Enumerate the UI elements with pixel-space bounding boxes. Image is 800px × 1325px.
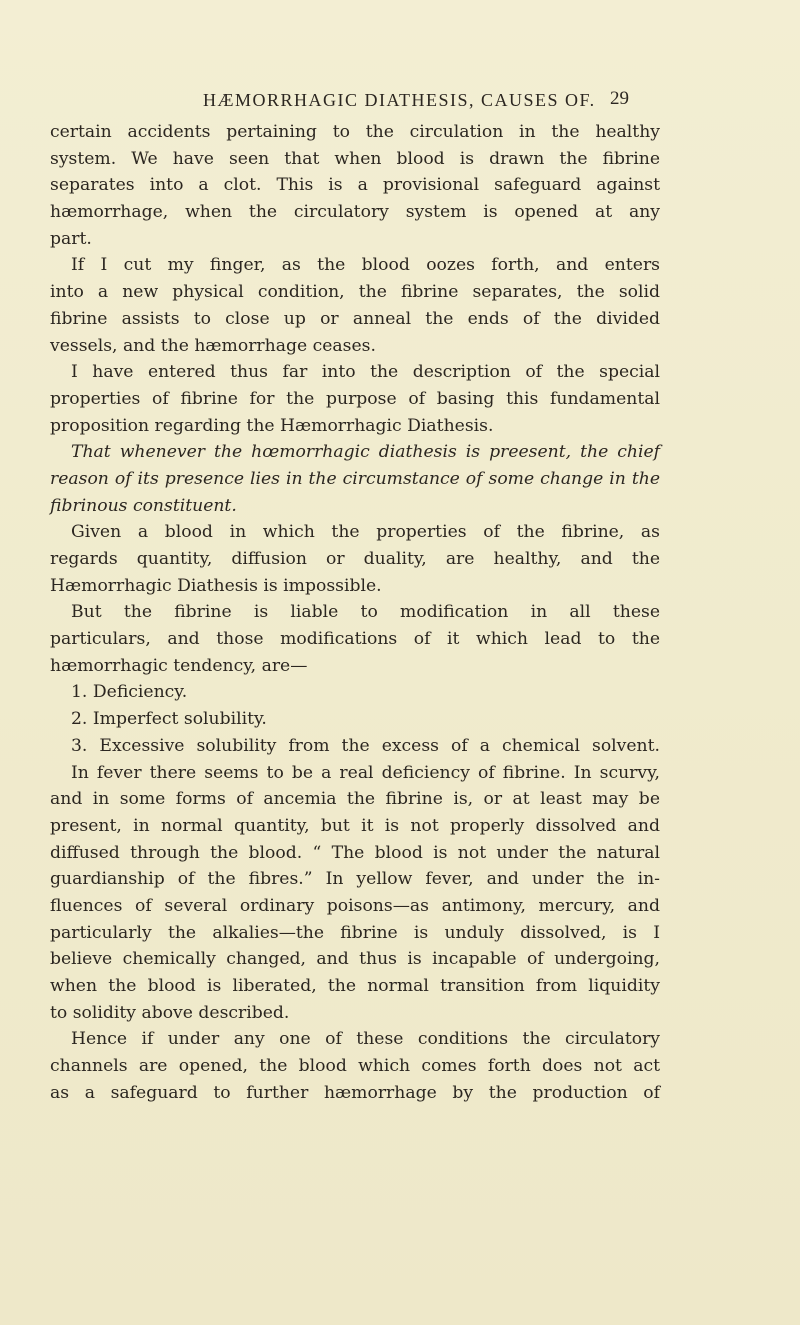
text-line: particularly the alkalies—the fibrine is unduly dissolved, is I [50, 922, 660, 943]
text-line: That whenever the hœmorrhagic diathesis is preesent, the chief [71, 442, 660, 463]
text-line: hæmorrhagic tendency, are— [50, 655, 308, 676]
text-line: reason of its presence lies in the circumstance of some change in the [50, 468, 660, 489]
text-line: diffused through the blood. “ The blood is not under the natural [50, 842, 660, 863]
text-line: system. We have seen that when blood is drawn the fibrine [50, 148, 660, 169]
text-line: proposition regarding the Hæmorrhagic Diathesis. [50, 415, 494, 436]
text-line: present, in normal quantity, but it is not properly dissolved and [50, 815, 660, 836]
text-line: believe chemically changed, and thus is incapable of undergoing, [50, 949, 660, 970]
text-line: In fever there seems to be a real deficiency of fibrine. In scurvy, [71, 762, 660, 783]
list-item: 1. Deficiency. [71, 682, 188, 703]
text-line: vessels, and the hæmorrhage ceases. [50, 335, 376, 356]
text-line: into a new physical condition, the fibrine separates, the solid [50, 282, 660, 303]
text-line: Given a blood in which the properties of the fibrine, as [71, 522, 660, 543]
text-line: fluences of several ordinary poisons—as antimony, mercury, and [50, 895, 660, 916]
text-line: regards quantity, diffusion or duality, are healthy, and the [50, 549, 660, 569]
text-line: to solidity above described. [50, 1002, 290, 1023]
text-line: properties of fibrine for the purpose of basing this fundamental [50, 388, 660, 409]
text-line: Hence if under any one of these conditions the circulatory [71, 1029, 660, 1050]
text-line: guardianship of the fibres.” In yellow fever, and under the in- [50, 869, 660, 890]
list-item: 2. Imperfect solubility. [71, 709, 267, 730]
text-line: fibrine assists to close up or anneal the ends of the divided [50, 308, 660, 329]
text-line: If I cut my finger, as the blood oozes forth, and enters [71, 255, 660, 276]
text-line: But the fibrine is liable to modification in all these [71, 602, 660, 623]
text-line: hæmorrhage, when the circulatory system is opened at any [50, 202, 660, 223]
text-line: fibrinous constituent. [50, 495, 237, 516]
running-head [0, 88, 800, 116]
text-line: when the blood is liberated, the normal transition from liquidity [50, 976, 660, 996]
page-number: 29 [610, 88, 629, 109]
text-line: channels are opened, the blood which comes forth does not act [50, 1056, 660, 1077]
text-line: and in some forms of ancemia the fibrine is, or at least may be [50, 789, 660, 810]
text-line: as a safeguard to further hæmorrhage by the production of [50, 1082, 660, 1103]
list-item: 3. Excessive solubility from the excess of a chemical solvent. [71, 735, 660, 756]
running-title: HÆMORRHAGIC DIATHESIS, CAUSES OF. [203, 90, 596, 110]
text-line: part. [50, 228, 92, 249]
text-line: separates into a clot. This is a provisional safeguard against [50, 175, 660, 196]
text-line: certain accidents pertaining to the circulation in the healthy [50, 122, 660, 142]
text-line: I have entered thus far into the description of the special [71, 362, 660, 383]
body-text [50, 119, 660, 1106]
text-line: Hæmorrhagic Diathesis is impossible. [50, 575, 382, 596]
text-line: particulars, and those modifications of it which lead to the [50, 629, 660, 650]
